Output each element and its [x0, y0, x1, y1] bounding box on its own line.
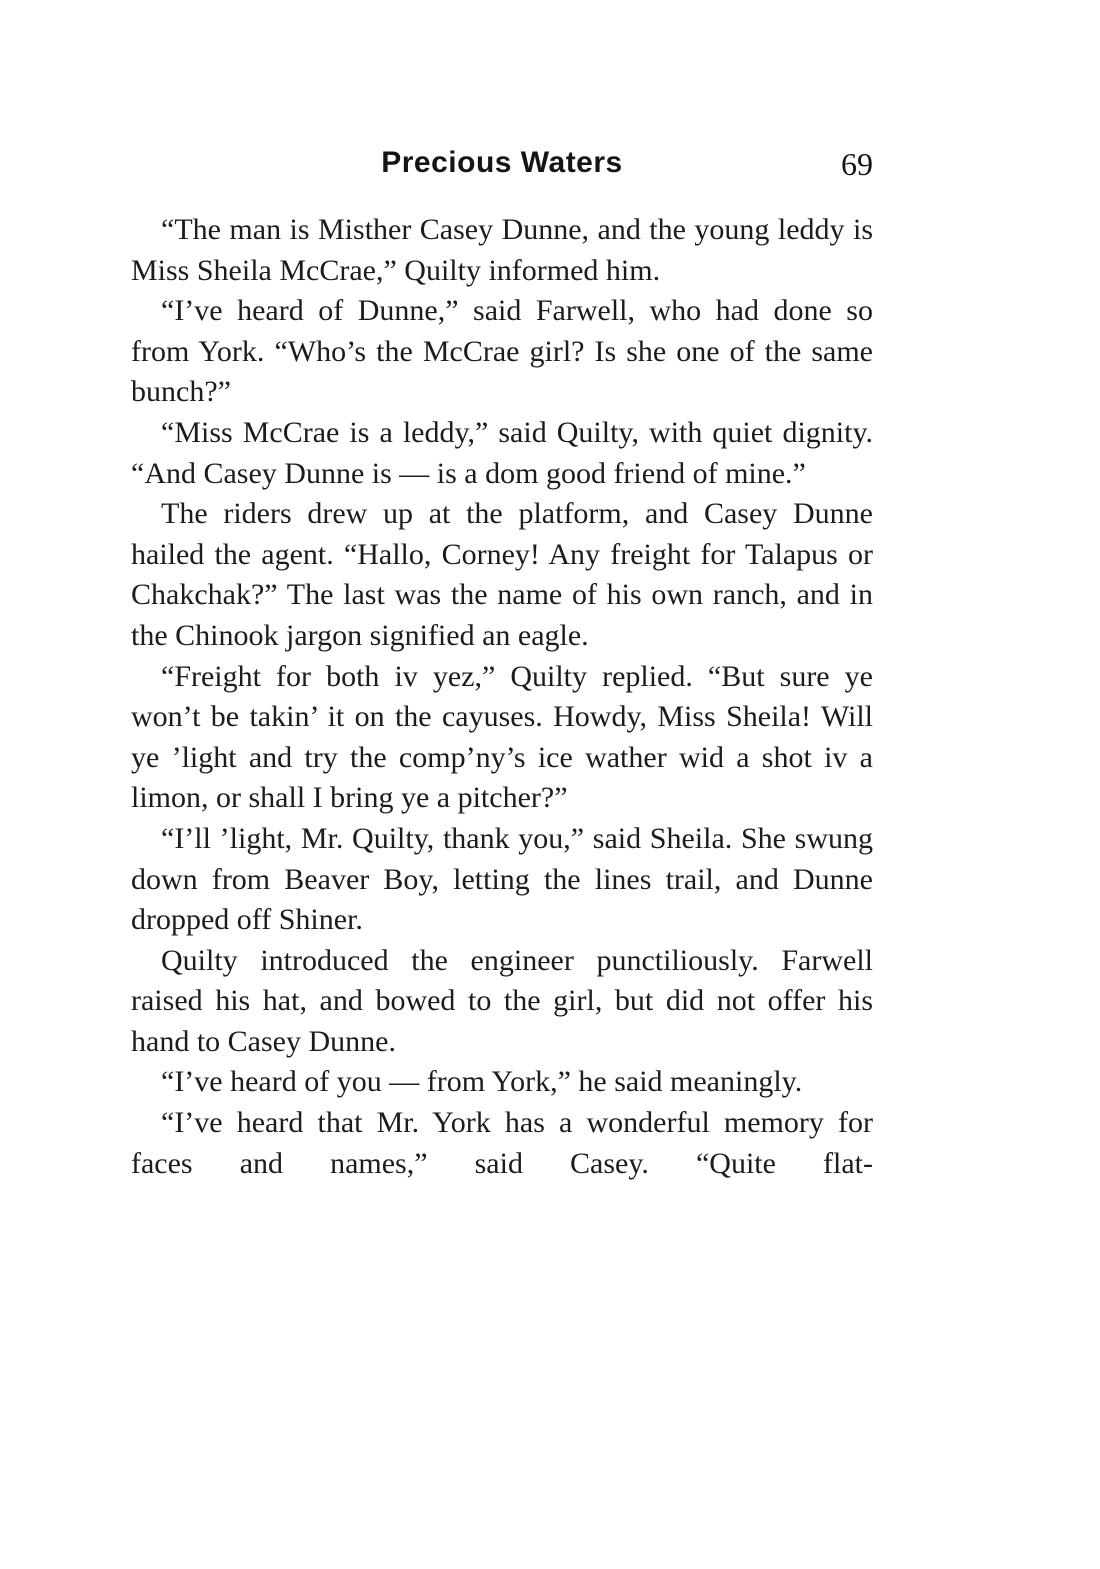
paragraph: “Freight for both iv yez,” Quilty replied. “But sure ye won’t be takin’ it on the cayuses. Howdy, Miss Sheila! Will ye ’light and try the comp’ny’s ice wather wid a shot iv a limon, or shall I bring ye a pitcher?” — [131, 659, 873, 815]
paragraph: “I’ve heard that Mr. York has a wonderful memory for faces and names,” said Casey. “Quite flat- — [131, 1106, 873, 1180]
body-text — [131, 210, 873, 1184]
paragraph: “Miss McCrae is a leddy,” said Quilty, with quiet dignity. “And Casey Dunne is — is a dom good friend of mine.” — [131, 415, 873, 490]
paragraph: “I’ve heard of Dunne,” said Farwell, who had done so from York. “Who’s the McCrae girl? Is she one of the same bunch?” — [131, 294, 873, 409]
page-number: 69 — [841, 146, 873, 182]
paragraph: “I’ll ’light, Mr. Quilty, thank you,” said Sheila. She swung down from Beaver Boy, letting the lines trail, and Dunne dropped off Shiner. — [131, 821, 873, 937]
running-head — [131, 146, 873, 190]
paragraph: “I’ve heard of you — from York,” he said meaningly. — [161, 1065, 803, 1099]
paragraph: The riders drew up at the platform, and Casey Dunne hailed the agent. “Hallo, Corney! Any freight for Talapus or Chakchak?” The last was the name of his own ranch, and in the Chinook jargon signified an eagle. — [131, 497, 873, 652]
running-title: Precious Waters — [381, 146, 623, 179]
paragraph: Quilty introduced the engineer punctiliously. Farwell raised his hat, and bowed to the girl, but did not offer his hand to Casey Dunne. — [131, 943, 873, 1058]
paragraph: “The man is Misther Casey Dunne, and the young leddy is Miss Sheila McCrae,” Quilty informed him. — [131, 213, 873, 287]
